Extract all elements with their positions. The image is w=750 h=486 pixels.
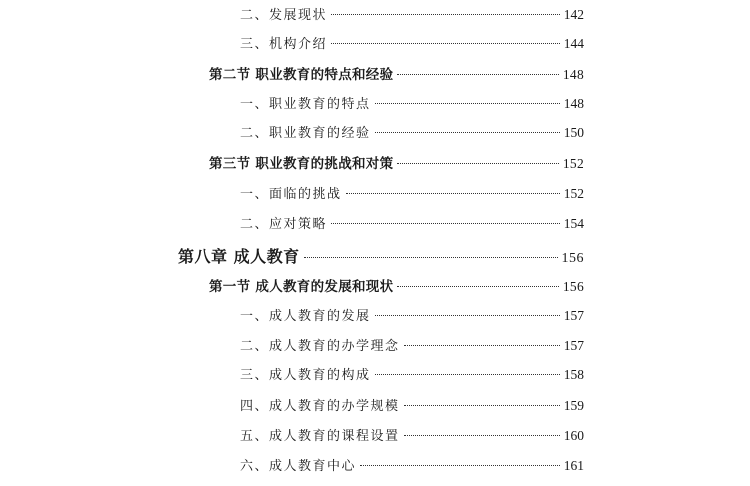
toc-section-entry	[209, 275, 584, 295]
entry-title: 四、成人教育的办学规模	[240, 399, 400, 414]
entry-title: 一、职业教育的特点	[240, 97, 371, 112]
entry-title: 第一节 成人教育的发展和现状	[209, 279, 394, 295]
dot-leader	[360, 465, 560, 466]
page-number: 144	[563, 36, 584, 51]
toc-entry	[240, 395, 584, 414]
toc-entry	[240, 93, 584, 112]
entry-title: 第三节 职业教育的挑战和对策	[209, 156, 394, 172]
toc-entry	[240, 364, 584, 383]
toc-entry	[240, 305, 584, 324]
entry-title: 一、成人教育的发展	[240, 309, 371, 324]
toc-entry	[240, 335, 584, 354]
page-number: 148	[562, 67, 584, 82]
entry-title: 第八章 成人教育	[178, 247, 300, 266]
entry-title: 一、面临的挑战	[240, 187, 342, 202]
dot-leader	[397, 163, 558, 164]
entry-title: 五、成人教育的课程设置	[240, 429, 400, 444]
page-number: 157	[563, 308, 584, 323]
dot-leader	[346, 193, 560, 194]
toc-entry	[240, 183, 584, 202]
dot-leader	[375, 132, 560, 133]
page-number: 161	[563, 458, 584, 473]
entry-title: 第二节 职业教育的特点和经验	[209, 67, 394, 83]
page-number: 156	[561, 251, 584, 266]
page-number: 142	[563, 7, 584, 22]
toc-entry	[240, 122, 584, 141]
dot-leader	[404, 405, 560, 406]
entry-title: 二、发展现状	[240, 8, 328, 23]
toc-entry	[240, 425, 584, 444]
dot-leader	[375, 315, 560, 316]
entry-title: 六、成人教育中心	[240, 459, 357, 474]
page-number: 159	[563, 398, 584, 413]
dot-leader	[375, 103, 560, 104]
dot-leader	[404, 345, 560, 346]
page-number: 158	[563, 367, 584, 382]
toc-section-entry	[209, 152, 584, 172]
page-number: 148	[563, 96, 584, 111]
toc-entry	[240, 33, 584, 52]
entry-title: 二、职业教育的经验	[240, 126, 371, 141]
dot-leader	[331, 43, 560, 44]
page-number: 154	[563, 216, 584, 231]
entry-title: 二、应对策略	[240, 217, 328, 232]
entry-title: 三、机构介绍	[240, 37, 328, 52]
toc-entry	[240, 455, 584, 474]
page-number: 152	[562, 156, 584, 171]
toc-entry	[240, 4, 584, 23]
dot-leader	[375, 374, 560, 375]
toc-chapter-entry	[178, 244, 584, 267]
dot-leader	[331, 14, 560, 15]
dot-leader	[331, 223, 560, 224]
entry-title: 三、成人教育的构成	[240, 368, 371, 383]
dot-leader	[304, 257, 558, 258]
dot-leader	[397, 286, 558, 287]
page-number: 152	[563, 186, 584, 201]
page-number: 156	[562, 279, 584, 294]
entry-title: 二、成人教育的办学理念	[240, 339, 400, 354]
toc-entry	[240, 213, 584, 232]
toc-section-entry	[209, 63, 584, 83]
dot-leader	[404, 435, 560, 436]
page-number: 150	[563, 125, 584, 140]
page-number: 160	[563, 428, 584, 443]
dot-leader	[397, 74, 558, 75]
page-number: 157	[563, 338, 584, 353]
